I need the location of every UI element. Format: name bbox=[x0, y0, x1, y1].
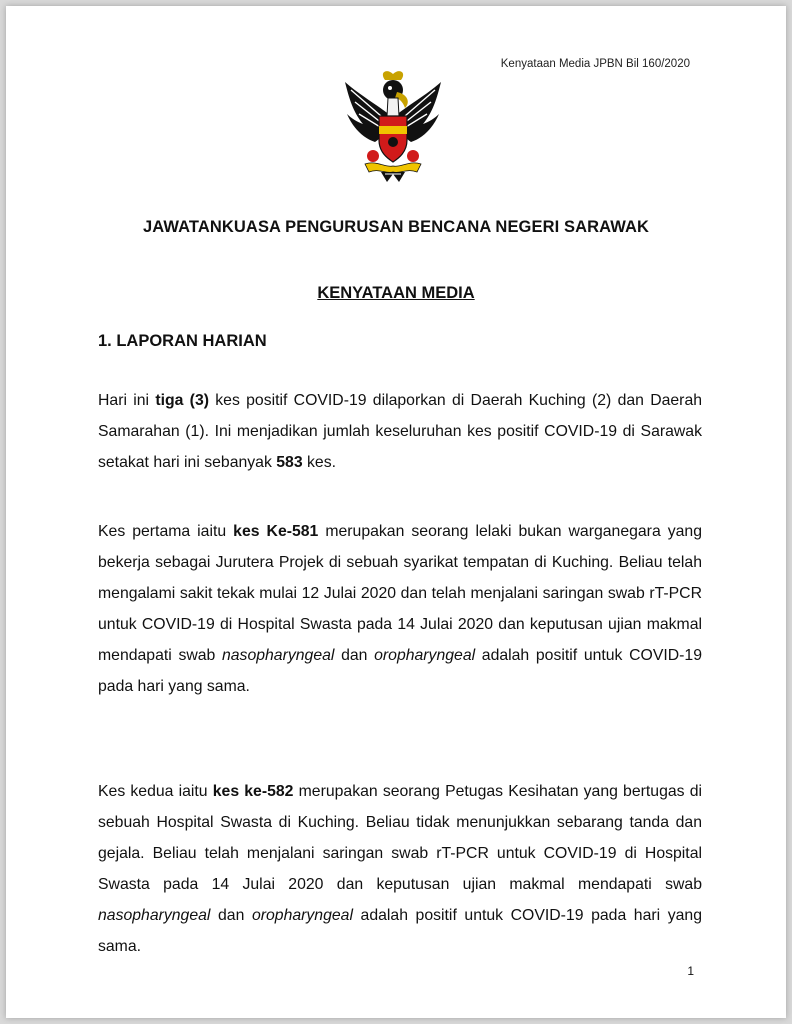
case-count-bold: tiga (3) bbox=[155, 392, 209, 409]
document-title: KENYATAAN MEDIA bbox=[317, 284, 475, 302]
paragraph-case-581: Kes pertama iaitu kes Ke-581 merupakan seorang lelaki bukan warganegara yang bekerja sebagai Jurutera Projek di sebuah syarikat tempatan di Kuching. Beliau telah mengalami sakit tekak mulai 12 Julai 2020 dan telah menjalani saringan swab rT-PCR untuk COVID-19 di Hospital Swasta pada 14 Julai 2020 dan keputusan ujian makmal mendapati swab nasopharyngeal dan oropharyngeal adalah positif untuk COVID-19 pada hari yang sama. bbox=[98, 523, 702, 695]
sarawak-crest-icon bbox=[341, 68, 445, 182]
page-number: 1 bbox=[687, 964, 694, 978]
paragraph-daily-report: Hari ini tiga (3) kes positif COVID-19 dilaporkan di Daerah Kuching (2) dan Daerah Samarahan (1). Ini menjadikan jumlah keseluruhan kes positif COVID-19 di Sarawak setakat hari ini sebanyak 583 kes. bbox=[98, 392, 703, 471]
case-582-label: kes ke-582 bbox=[212, 783, 294, 800]
section-heading: 1. LAPORAN HARIAN bbox=[98, 332, 267, 350]
media-statement-reference: Kenyataan Media JPBN Bil 160/2020 bbox=[500, 58, 690, 70]
document-page bbox=[6, 6, 786, 1018]
organization-name: JAWATANKUASA PENGURUSAN BENCANA NEGERI SARAWAK bbox=[142, 218, 650, 236]
total-cases-bold: 583 bbox=[276, 454, 303, 471]
paragraph-case-582: Kes kedua iaitu kes ke-582 merupakan seorang Petugas Kesihatan yang bertugas di sebuah Hospital Swasta di Kuching. Beliau tidak menunjukkan sebarang tanda dan gejala. Beliau telah menjalani saringan swab rT-PCR untuk COVID-19 di Hospital Swasta pada 14 Julai 2020 dan keputusan ujian makmal mendapati swab nasopharyngeal dan oropharyngeal adalah positif untuk COVID-19 pada hari yang sama. bbox=[98, 783, 702, 955]
case-581-label: kes Ke-581 bbox=[233, 523, 319, 540]
